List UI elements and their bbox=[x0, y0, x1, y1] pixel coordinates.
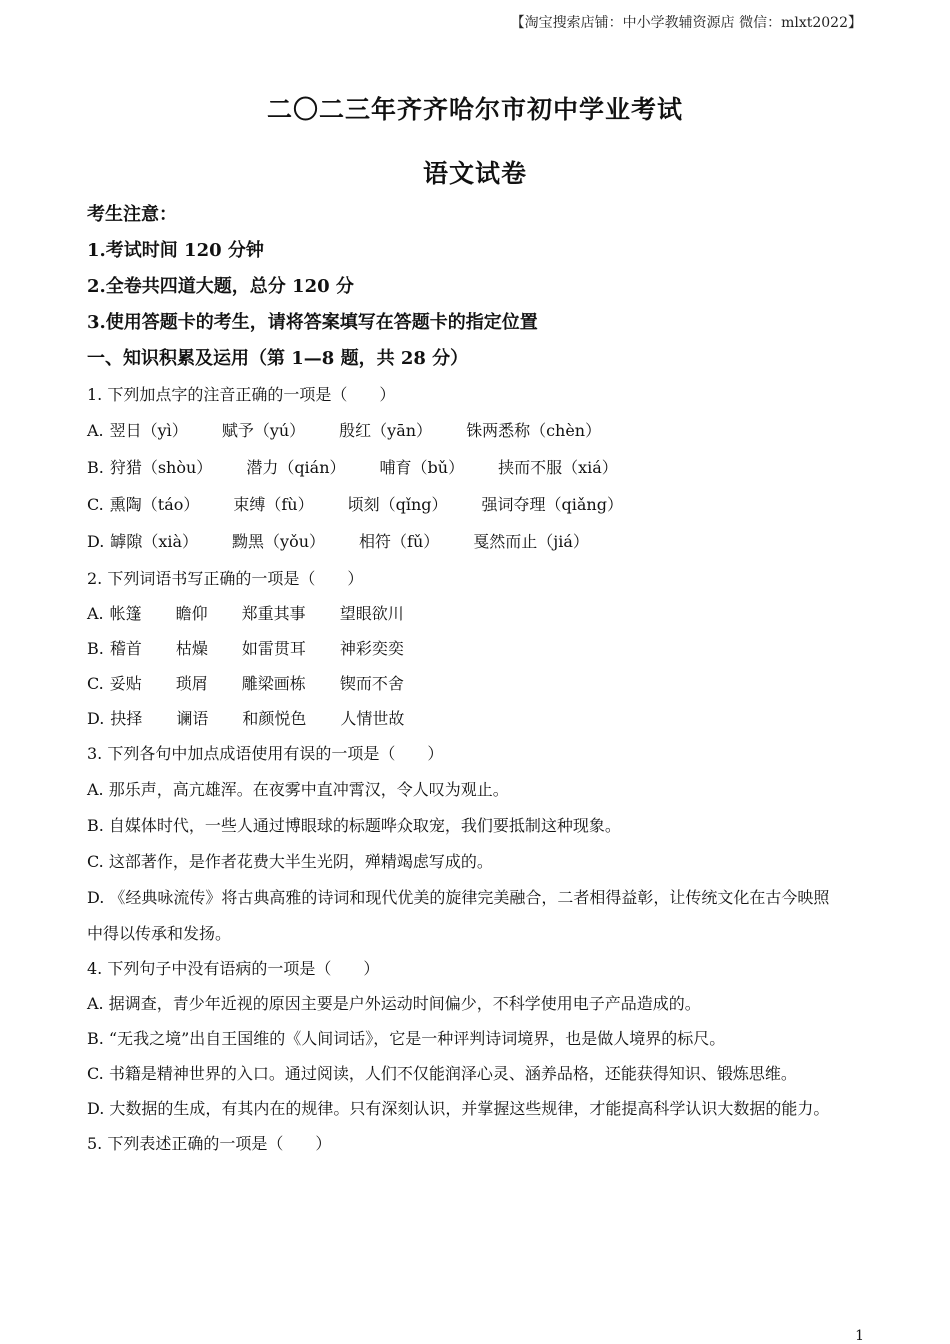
option-item: 束缚（fù） bbox=[233, 495, 314, 514]
option-item: 翌日（yì） bbox=[109, 421, 188, 440]
notice-item: 1.考试时间 120 分钟 bbox=[87, 240, 264, 261]
question-1-stem: 1. 下列加点字的注音正确的一项是（ ） bbox=[87, 385, 396, 404]
option-item: 狩猎（shòu） bbox=[109, 458, 213, 477]
question-3-option-d: D. 《经典咏流传》将古典高雅的诗词和现代优美的旋律完美融合，二者相得益彰，让传统文化在古今映照 bbox=[87, 888, 830, 907]
option-item: 殷红（yān） bbox=[339, 421, 433, 440]
option-letter: B. bbox=[87, 639, 104, 658]
notice-heading: 考生注意： bbox=[87, 204, 177, 225]
option-item: 抉择 bbox=[110, 709, 143, 728]
option-item: 稽首 bbox=[109, 639, 142, 658]
option-item: 雕梁画栋 bbox=[241, 674, 306, 693]
notice-item: 3.使用答题卡的考生，请将答案填写在答题卡的指定位置 bbox=[87, 312, 538, 333]
question-3-stem: 3. 下列各句中加点成语使用有误的一项是（ ） bbox=[87, 744, 444, 763]
option-item: 哺育（bǔ） bbox=[379, 458, 465, 477]
option-item: 戛然而止（jiá） bbox=[473, 532, 589, 551]
question-2-option-a bbox=[87, 604, 872, 624]
question-1-option-b bbox=[87, 458, 872, 478]
question-5-stem: 5. 下列表述正确的一项是（ ） bbox=[87, 1134, 332, 1153]
exam-content bbox=[87, 205, 872, 1154]
option-letter: D. bbox=[87, 709, 105, 728]
option-item: 谰语 bbox=[176, 709, 209, 728]
exam-subtitle: 语文试卷 bbox=[422, 159, 527, 188]
option-item: 望眼欲川 bbox=[339, 604, 404, 623]
option-item: 神彩奕奕 bbox=[339, 639, 404, 658]
option-item: 赋予（yú） bbox=[221, 421, 306, 440]
question-1-option-c bbox=[87, 495, 872, 515]
option-item: 黝黑（yǒu） bbox=[232, 532, 326, 551]
option-letter: D. bbox=[87, 532, 105, 551]
option-item: 潜力（qián） bbox=[246, 458, 346, 477]
option-item: 人情世故 bbox=[340, 709, 405, 728]
option-item: 帐篷 bbox=[109, 604, 142, 623]
question-2-option-d bbox=[87, 709, 872, 729]
exam-title: 二〇二三年齐齐哈尔市初中学业考试 bbox=[266, 95, 683, 124]
question-2-option-b bbox=[87, 639, 872, 659]
option-item: 相符（fǔ） bbox=[359, 532, 440, 551]
question-4-option-d: D. 大数据的生成，有其内在的规律。只有深刻认识，并掌握这些规律，才能提高科学认识大数据的能力。 bbox=[87, 1099, 830, 1118]
option-item: 枯燥 bbox=[175, 639, 208, 658]
option-letter: C. bbox=[87, 674, 104, 693]
option-letter: B. bbox=[87, 458, 104, 477]
header-note: 【淘宝搜索店铺：中小学教辅资源店 微信：mlxt2022】 bbox=[510, 15, 862, 31]
question-3-option-b: B. 自媒体时代，一些人通过博眼球的标题哗众取宠，我们要抵制这种现象。 bbox=[87, 816, 621, 835]
option-item: 如雷贯耳 bbox=[241, 639, 306, 658]
option-item: 妥贴 bbox=[109, 674, 142, 693]
question-2-stem: 2. 下列词语书写正确的一项是（ ） bbox=[87, 569, 364, 588]
option-letter: A. bbox=[87, 421, 104, 440]
option-letter: A. bbox=[87, 604, 104, 623]
option-letter: C. bbox=[87, 495, 104, 514]
question-4-option-a: A. 据调查，青少年近视的原因主要是户外运动时间偏少，不科学使用电子产品造成的。 bbox=[87, 994, 701, 1013]
question-1-option-d bbox=[87, 532, 872, 552]
option-item: 强词夺理（qiǎng） bbox=[481, 495, 623, 514]
option-item: 锲而不舍 bbox=[339, 674, 404, 693]
question-3-option-d-continued: 中得以传承和发扬。 bbox=[87, 924, 232, 943]
notice-item: 2.全卷共四道大题，总分 120 分 bbox=[87, 276, 354, 297]
page-number: 1 bbox=[855, 1328, 864, 1344]
option-item: 顷刻（qǐng） bbox=[347, 495, 448, 514]
section-heading: 一、知识积累及运用（第 1—8 题，共 28 分） bbox=[87, 348, 469, 369]
option-item: 熏陶（táo） bbox=[109, 495, 200, 514]
option-item: 和颜悦色 bbox=[242, 709, 307, 728]
option-item: 铢两悉称（chèn） bbox=[466, 421, 602, 440]
option-item: 罅隙（xià） bbox=[110, 532, 199, 551]
question-3-option-a: A. 那乐声，高亢雄浑。在夜雾中直冲霄汉，令人叹为观止。 bbox=[87, 780, 509, 799]
option-item: 挟而不服（xiá） bbox=[498, 458, 618, 477]
option-item: 郑重其事 bbox=[241, 604, 306, 623]
question-4-option-c: C. 书籍是精神世界的入口。通过阅读，人们不仅能润泽心灵、涵养品格，还能获得知识、锻炼思维。 bbox=[87, 1064, 797, 1083]
option-item: 琐屑 bbox=[175, 674, 208, 693]
option-item: 瞻仰 bbox=[175, 604, 208, 623]
question-3-option-c: C. 这部著作，是作者花费大半生光阴，殚精竭虑写成的。 bbox=[87, 852, 493, 871]
question-4-stem: 4. 下列句子中没有语病的一项是（ ） bbox=[87, 959, 380, 978]
question-4-option-b: B. “无我之境”出自王国维的《人间词话》，它是一种评判诗词境界，也是做人境界的标尺。 bbox=[87, 1029, 726, 1048]
question-2-option-c bbox=[87, 674, 872, 694]
question-1-option-a bbox=[87, 421, 872, 441]
